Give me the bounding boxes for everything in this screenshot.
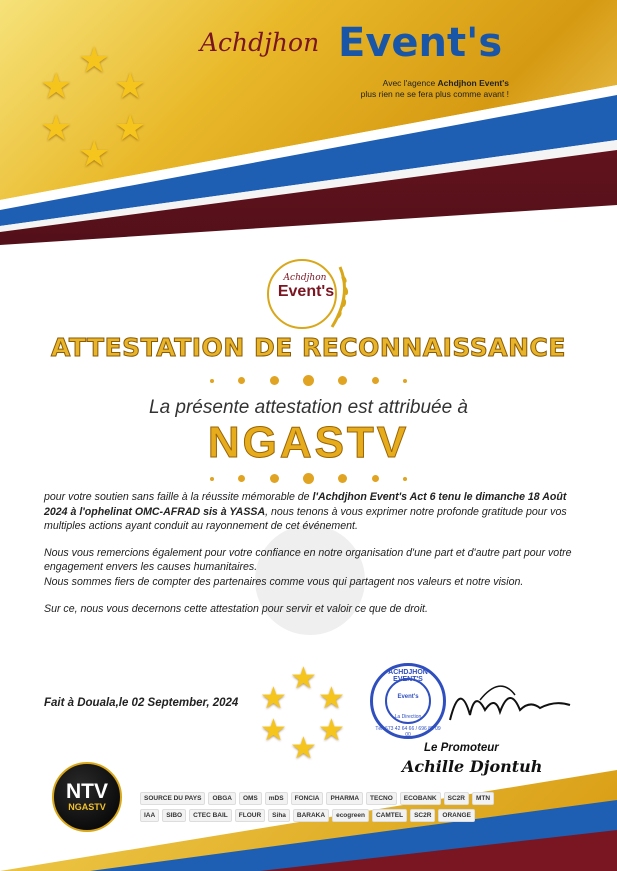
sponsor-logo: OBGA <box>208 792 236 805</box>
tagline-rest: plus rien ne se fera plus comme avant ! <box>360 88 509 99</box>
sponsor-logo: BARAKA <box>293 809 329 822</box>
dot-icon <box>270 376 279 385</box>
brand-events: Event's <box>338 20 503 66</box>
star-icon: ★ <box>290 732 317 765</box>
official-seal <box>370 663 446 739</box>
star-icon: ★ <box>318 714 345 747</box>
sponsor-logo: CTEC BAIL <box>189 809 232 822</box>
star-icon: ★ <box>114 107 147 148</box>
sponsor-logo: FONCIA <box>291 792 324 805</box>
body-paragraph-4: Sur ce, nous vous decernons cette attestation pour servir et valoir ce que de droit. <box>44 602 428 615</box>
body-paragraph-3: Nous sommes fiers de compter des partenaires comme vous qui partagent nos valeurs et notre vision. <box>44 576 524 589</box>
dot-icon <box>303 375 314 386</box>
sponsor-logo: OMS <box>239 792 262 805</box>
brand-tagline <box>309 78 509 99</box>
seal-top-text: ACHDJHON EVENT'S <box>388 669 428 683</box>
sponsor-row-2 <box>140 809 580 822</box>
sponsor-logo: SC2R <box>444 792 469 805</box>
dot-icon <box>238 377 245 384</box>
medallion-script: Achdjhon <box>283 273 327 283</box>
body-p1-c: , nous tenons à vous exprimer notre profonde gratitude pour vos multiples actions ayant conduit au rayonnement de cet événement. <box>44 505 567 533</box>
decorative-dots-2 <box>0 470 617 488</box>
star-icon: ★ <box>78 133 111 174</box>
promoteur-name: Achille Djontuh <box>402 757 543 776</box>
ntv-sub-text: NGASTV <box>68 802 106 812</box>
star-icon: ★ <box>318 682 345 715</box>
seal-middle-text: Event's <box>397 694 419 700</box>
body-p1-a: pour votre soutien sans faille à la réussite mémorable de <box>44 491 313 503</box>
sponsor-logo: FLOUR <box>235 809 265 822</box>
sponsor-logo: MTN <box>472 792 494 805</box>
sponsor-logos <box>140 792 580 826</box>
star-icon: ★ <box>78 39 111 80</box>
seal-direction-text: La Direction <box>394 714 422 720</box>
star-icon: ★ <box>260 714 287 747</box>
sponsor-logo: ecogreen <box>332 809 369 822</box>
body-paragraph-1 <box>44 490 574 534</box>
dot-icon <box>303 473 314 484</box>
sponsor-logo: SIBO <box>162 809 186 822</box>
tagline-bold: Achdjhon Event's <box>437 78 509 88</box>
issue-place-date: Fait à Douala,le 02 September, 2024 <box>44 697 239 709</box>
sponsor-logo: SC2R <box>410 809 435 822</box>
sponsor-logo: PHARMA <box>326 792 363 805</box>
sponsor-logo: IAA <box>140 809 159 822</box>
star-icon: ★ <box>114 65 147 106</box>
brand-script: Achdjhon <box>200 28 320 57</box>
decorative-dots <box>0 372 617 390</box>
certificate-body <box>44 490 574 628</box>
medallion-events: Event's <box>277 283 335 300</box>
sponsor-row-1 <box>140 792 580 805</box>
attribuee-line: La présente attestation est attribuée à <box>149 397 468 418</box>
star-icon: ★ <box>290 662 317 695</box>
sponsor-logo: CAMTEL <box>372 809 407 822</box>
dot-icon <box>210 379 214 383</box>
dot-icon <box>403 379 407 383</box>
seal-bottom-text: Tél: 673 42 64 66 / 696 82 09 00 <box>375 726 441 738</box>
star-icon: ★ <box>260 682 287 715</box>
star-icon: ★ <box>40 65 73 106</box>
medallion-logo <box>262 255 352 335</box>
signature-icon <box>440 670 580 730</box>
sponsor-logo: SOURCE DU PAYS <box>140 792 205 805</box>
tagline-prefix: Avec l'agence <box>382 78 438 88</box>
dot-icon <box>338 474 347 483</box>
body-paragraph-2: Nous vous remercions également pour votre confiance en notre organisation d'une part et d'autre part pour votre engagement envers les causes humanitaires. <box>44 546 572 574</box>
promoteur-label: Le Promoteur <box>424 742 499 754</box>
sponsor-logo: ECOBANK <box>400 792 441 805</box>
dot-icon <box>270 474 279 483</box>
ntv-logo <box>46 762 126 834</box>
dot-icon <box>210 477 214 481</box>
ntv-main-text: NTV <box>66 780 108 803</box>
dot-icon <box>403 477 407 481</box>
body-p1-b: l'Achdjhon Event's Act 6 tenu le dimanche 18 Août 2024 à l'ophelinat OMC-AFRAD sis à YASSA <box>44 491 567 518</box>
sponsor-logo: mDS <box>265 792 288 805</box>
star-icon: ★ <box>40 107 73 148</box>
dot-icon <box>372 475 379 482</box>
sponsor-logo: TECNO <box>366 792 397 805</box>
certificate-title: ATTESTATION DE RECONNAISSANCE <box>51 333 566 362</box>
sponsor-logo: ORANGE <box>438 809 475 822</box>
dot-icon <box>238 475 245 482</box>
recipient-name: NGASTV <box>207 418 410 467</box>
sponsor-logo: Siha <box>268 809 290 822</box>
dot-icon <box>338 376 347 385</box>
dot-icon <box>372 377 379 384</box>
